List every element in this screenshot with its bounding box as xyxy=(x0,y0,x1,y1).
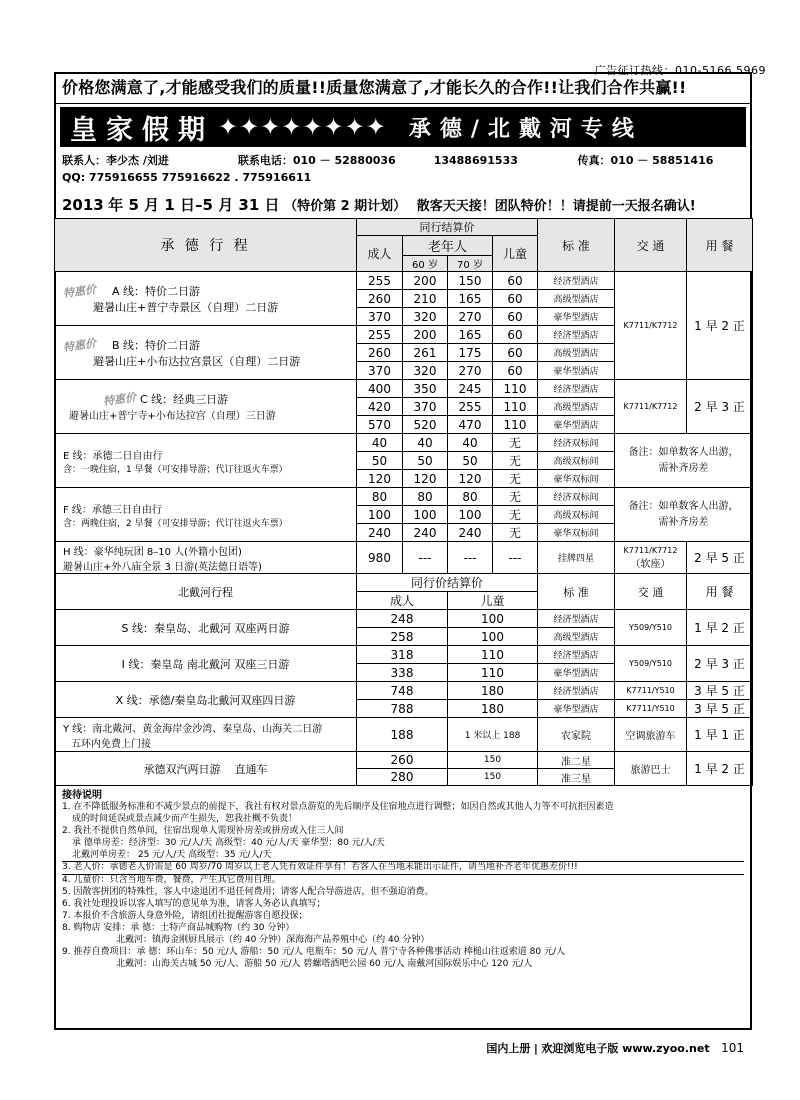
route-f-title: F 线：承德三日自由行 xyxy=(63,504,162,516)
route-c-title: C 线：经典三日游 xyxy=(140,393,229,406)
slogan: 价格您满意了,才能感受我们的质量!!质量您满意了,才能长久的合作!!让我们合作共赢!! xyxy=(56,74,750,104)
price-cell: --- xyxy=(448,542,493,574)
reception-notes xyxy=(56,786,750,971)
contact-info xyxy=(56,147,750,186)
price-cell: 110 xyxy=(448,664,538,682)
route-x: X 线：承德/秦皇岛北戴河双座四日游 xyxy=(55,682,357,718)
child-price-cell: 150 xyxy=(448,752,538,769)
remark-text: 备注：如单数客人出游， xyxy=(628,500,739,512)
price-cell: 无 xyxy=(493,506,538,524)
price-cell: 100 xyxy=(403,506,448,524)
header-child: 儿童 xyxy=(448,592,538,610)
price-cell: 260 xyxy=(357,344,403,362)
price-cell: 165 xyxy=(448,326,493,344)
price-cell: 320 xyxy=(403,362,448,380)
price-cell: 788 xyxy=(357,700,448,718)
child-price-cell: 1 米以上 188 xyxy=(448,718,538,752)
meal-cell: 1 早 2 正 xyxy=(687,610,753,646)
title-banner xyxy=(60,107,746,147)
route-s: S 线：秦皇岛、北戴河 双座两日游 xyxy=(55,610,357,646)
remark-cell xyxy=(615,488,753,542)
note-item: 2. 我社不提供自然单间，住宿出现单人需现补房差或拼房或入住三人间 xyxy=(62,825,344,836)
price-cell: 270 xyxy=(448,362,493,380)
price-cell: 255 xyxy=(357,272,403,290)
price-cell: 110 xyxy=(493,380,538,398)
route-c-desc: 避暑山庄+普宁寺+小布达拉宫（自理）三日游 xyxy=(69,411,276,422)
route-a-desc: 避暑山庄+普宁寺景区（自理）二日游 xyxy=(93,300,279,314)
price-cell: --- xyxy=(493,542,538,574)
standard-cell: 高级双标间 xyxy=(538,506,615,524)
route-y xyxy=(55,718,357,752)
remark-cell xyxy=(615,434,753,488)
footer-section: 国内上册 xyxy=(486,1042,531,1055)
traffic-cell: K7711/Y510 xyxy=(615,700,687,718)
plan-note: （特价第 2 期计划） xyxy=(284,199,407,214)
remark-text: 需补齐房差 xyxy=(658,516,709,528)
route-through-bus: 承德双汽两日游 直通车 xyxy=(55,752,357,786)
price-cell: 100 xyxy=(357,506,403,524)
price-cell: 180 xyxy=(448,700,538,718)
header-standard: 标 准 xyxy=(538,574,615,610)
meal-cell: 1 早 2 正 xyxy=(687,752,753,786)
traffic-cell: Y509/Y510 xyxy=(615,646,687,682)
note-item: 7. 本报价不含旅游人身意外险，请组团社提醒游客自愿投保； xyxy=(62,911,308,922)
standard-cell: 豪华型酒店 xyxy=(538,664,615,682)
note-item: 8. 购物店 安排：承 德：土特产商品城购物（约 30 分钟） xyxy=(62,922,295,933)
price-cell: 400 xyxy=(357,380,403,398)
route-y-desc: 五环内免费上门接 xyxy=(71,738,151,750)
contact-fax: 传真：010 － 58851416 xyxy=(577,154,714,167)
header-meal: 用 餐 xyxy=(687,574,753,610)
remark-text: 需补齐房差 xyxy=(658,462,709,474)
standard-cell: 高级型酒店 xyxy=(538,344,615,362)
header-route: 北戴河行程 xyxy=(55,574,357,610)
header-price: 同行价结算价 xyxy=(357,574,538,592)
price-cell: 无 xyxy=(493,470,538,488)
price-cell: 120 xyxy=(357,470,403,488)
route-e-desc: 含：一晚住宿，1 早餐（可安排导游；代订往返火车票） xyxy=(63,464,288,475)
price-cell: 无 xyxy=(493,452,538,470)
route-f-desc: 含：两晚住宿，2 早餐（可安排导游；代订往返火车票） xyxy=(63,518,288,529)
route-h-desc: 避暑山庄+外八庙全景 3 日游(英法德日语等) xyxy=(63,561,262,573)
note-item: 3. 老人价：承德老人价需是 60 周岁/70 周岁以上老人凭有效证件享有！若客人在当地未能出示证件，请当地补齐老年优惠差价!!! xyxy=(62,861,744,875)
standard-cell: 豪华双标间 xyxy=(538,470,615,488)
note-item: 北戴河：山海关古城 50 元/人、游船 50 元/人 碧螺塔酒吧公园 60 元/人 南戴河国际娱乐中心 120 元/人 xyxy=(116,958,533,969)
standard-cell: 豪华型酒店 xyxy=(538,700,615,718)
price-cell: 350 xyxy=(403,380,448,398)
standard-cell: 高级型酒店 xyxy=(538,398,615,416)
special-price-tag: 特惠价 xyxy=(62,282,97,300)
route-b-desc: 避暑山庄+小布达拉宫景区（自理）二日游 xyxy=(93,354,301,368)
price-cell: 110 xyxy=(493,416,538,434)
notes-title: 接待说明 xyxy=(62,790,102,801)
standard-cell: 经济双标间 xyxy=(538,434,615,452)
price-cell: 150 xyxy=(448,272,493,290)
meal-cell: 2 早 5 正 xyxy=(687,542,753,574)
note-item: 9. 推荐自费项目：承 德：环山车：50 元/人 游船：50 元/人 电瓶车：50 元/人 普宁寺各种佛事活动 棒槌山往返索道 80 元/人 xyxy=(62,946,565,957)
price-cell: 188 xyxy=(357,718,448,752)
price-cell: 40 xyxy=(357,434,403,452)
price-cell: 80 xyxy=(448,488,493,506)
price-cell: 338 xyxy=(357,664,448,682)
line-name: 承德/北戴河专线 xyxy=(408,116,643,142)
contact-people: 联系人：李少杰 /刘进 xyxy=(62,154,169,167)
price-cell: 260 xyxy=(357,290,403,308)
price-cell: 60 xyxy=(493,272,538,290)
standard-cell: 经济型酒店 xyxy=(538,646,615,664)
price-cell: 40 xyxy=(403,434,448,452)
header-price: 同行结算价 xyxy=(357,219,538,236)
price-cell: 100 xyxy=(448,628,538,646)
standard-cell: 农家院 xyxy=(538,718,615,752)
note-item: 6. 我社处理投诉以客人填写的意见单为准，请客人务必认真填写； xyxy=(62,899,326,910)
header-traffic: 交 通 xyxy=(615,574,687,610)
price-cell: 165 xyxy=(448,290,493,308)
route-e-title: E 线：承德二日自由行 xyxy=(63,450,163,462)
header-traffic: 交 通 xyxy=(615,219,687,272)
price-cell: 60 xyxy=(493,344,538,362)
meal-cell: 1 早 2 正 xyxy=(687,272,753,380)
standard-cell: 豪华型酒店 xyxy=(538,416,615,434)
remark-text: 备注：如单数客人出游， xyxy=(628,446,739,458)
route-a xyxy=(55,272,357,326)
date-range: 年 5 月 1 日–5 月 31 日 xyxy=(108,196,280,214)
price-cell: 120 xyxy=(448,470,493,488)
standard-cell: 准二星 xyxy=(538,752,615,769)
note-item: 成的时间延误或景点减少而产生损失，恕我社概不负责！ xyxy=(72,813,298,824)
price-cell: 370 xyxy=(403,398,448,416)
price-cell: 100 xyxy=(448,610,538,628)
route-c xyxy=(55,380,357,434)
price-cell: 318 xyxy=(357,646,448,664)
header-age-70: 70 岁 xyxy=(448,256,493,272)
price-cell: 120 xyxy=(403,470,448,488)
price-cell: 370 xyxy=(357,308,403,326)
contact-phone: 联系电话：010 － 52880036 xyxy=(237,154,396,167)
header-route: 承 德 行 程 xyxy=(55,219,357,272)
standard-cell: 准三星 xyxy=(538,769,615,786)
standard-cell: 经济型酒店 xyxy=(538,682,615,700)
price-cell: 60 xyxy=(493,362,538,380)
header-age-60: 60 岁 xyxy=(403,256,448,272)
header-adult: 成人 xyxy=(357,592,448,610)
route-i: I 线：秦皇岛 南北戴河 双座三日游 xyxy=(55,646,357,682)
special-price-tag: 特惠价 xyxy=(102,390,137,409)
standard-cell: 高级型酒店 xyxy=(538,628,615,646)
traffic-cell xyxy=(615,542,687,574)
header-meal: 用 餐 xyxy=(687,219,753,272)
contact-mobile: 13488691533 xyxy=(433,154,518,167)
price-cell: 210 xyxy=(403,290,448,308)
price-cell: 100 xyxy=(448,506,493,524)
meal-cell: 3 早 5 正 xyxy=(687,682,753,700)
price-cell: 200 xyxy=(403,326,448,344)
standard-cell: 豪华型酒店 xyxy=(538,362,615,380)
price-cell: 200 xyxy=(403,272,448,290)
page-number: 101 xyxy=(721,1041,744,1055)
standard-cell: 高级双标间 xyxy=(538,452,615,470)
price-cell: 255 xyxy=(448,398,493,416)
header-adult: 成人 xyxy=(357,236,403,272)
price-cell: 40 xyxy=(448,434,493,452)
price-cell: 260 xyxy=(357,752,448,769)
price-cell: 175 xyxy=(448,344,493,362)
header-elder: 老年人 xyxy=(403,236,493,256)
standard-cell: 豪华型酒店 xyxy=(538,308,615,326)
price-cell: 50 xyxy=(403,452,448,470)
price-cell: 50 xyxy=(357,452,403,470)
price-cell: 320 xyxy=(403,308,448,326)
beidaihe-table xyxy=(54,573,753,786)
contact-qq: QQ: 775916655 775916622 . 775916611 xyxy=(62,171,312,184)
traffic-cell: Y509/Y510 xyxy=(615,610,687,646)
price-cell: 748 xyxy=(357,682,448,700)
price-cell: 240 xyxy=(403,524,448,542)
stars-decoration: ✦✦✦✦✦✦✦✦ xyxy=(218,113,387,141)
route-y-title: Y 线：南北戴河、黄金海岸金沙湾、秦皇岛、山海关二日游 xyxy=(63,723,323,735)
standard-cell: 经济双标间 xyxy=(538,488,615,506)
price-cell: 255 xyxy=(357,326,403,344)
note-item: 1. 在不降低服务标准和不减少景点的前提下，我社有权对景点游览的先后顺序及住宿地点进行调整；如因自然或其他人力等不可抗拒因素造 xyxy=(62,801,614,812)
traffic-text: K7711/K7712 xyxy=(623,545,678,555)
price-cell: 470 xyxy=(448,416,493,434)
price-cell: 370 xyxy=(357,362,403,380)
standard-cell: 挂牌四星 xyxy=(538,542,615,574)
traffic-cell: 空调旅游车 xyxy=(615,718,687,752)
standard-cell: 经济型酒店 xyxy=(538,272,615,290)
price-cell: 261 xyxy=(403,344,448,362)
price-cell: 258 xyxy=(357,628,448,646)
route-b-title: B 线：特价二日游 xyxy=(112,338,201,352)
price-cell: 180 xyxy=(448,682,538,700)
year: 2013 xyxy=(62,196,104,214)
price-cell: 110 xyxy=(448,646,538,664)
price-cell: 570 xyxy=(357,416,403,434)
traffic-text: （软座） xyxy=(630,558,671,570)
page-frame xyxy=(54,72,752,1030)
price-cell: 60 xyxy=(493,308,538,326)
price-cell: 270 xyxy=(448,308,493,326)
ad-hotline: 广告征订热线：010-5166 5969 xyxy=(594,64,766,77)
price-cell: --- xyxy=(403,542,448,574)
route-b xyxy=(55,326,357,380)
note-item: 北戴河：镇海金刚厨具展示（约 40 分钟）深海海产品养殖中心（约 40 分钟） xyxy=(116,934,430,945)
company-name: 皇家假期 xyxy=(70,114,214,146)
price-cell: 60 xyxy=(493,326,538,344)
price-cell: 60 xyxy=(493,290,538,308)
price-cell: 110 xyxy=(493,398,538,416)
traffic-cell: 旅游巴士 xyxy=(615,752,687,786)
note-item: 承 德单房差：经济型：30 元/人/天 高级型：40 元/人/天 豪华型：80 元/人/天 xyxy=(72,837,385,848)
route-f xyxy=(55,488,357,542)
child-price-cell: 150 xyxy=(448,769,538,786)
price-cell: 50 xyxy=(448,452,493,470)
header-child: 儿童 xyxy=(493,236,538,272)
price-cell: 无 xyxy=(493,488,538,506)
note-item: 4. 儿童价：只含当地车费，餐费，产生其它费用自理。 xyxy=(62,875,281,886)
price-cell: 248 xyxy=(357,610,448,628)
standard-cell: 经济型酒店 xyxy=(538,326,615,344)
footer-text: 欢迎浏览电子版 www.zyoo.net xyxy=(541,1042,710,1055)
standard-cell: 高级型酒店 xyxy=(538,290,615,308)
price-cell: 280 xyxy=(357,769,448,786)
price-cell: 245 xyxy=(448,380,493,398)
standard-cell: 豪华双标间 xyxy=(538,524,615,542)
route-a-title: A 线：特价二日游 xyxy=(112,284,201,298)
promo-text: 散客天天接！团队特价！！请提前一天报名确认! xyxy=(416,199,696,214)
price-cell: 80 xyxy=(357,488,403,506)
note-item: 5. 因散客拼团的特殊性，客人中途退团不退任何费用；请客人配合导游进店，但不强迫消费。 xyxy=(62,887,434,898)
price-cell: 无 xyxy=(493,434,538,452)
special-price-tag: 特惠价 xyxy=(62,336,97,354)
period-line xyxy=(56,186,750,218)
route-h xyxy=(55,542,357,574)
route-h-title: H 线：豪华纯玩团 8–10 人(外籍小包团) xyxy=(63,546,242,558)
price-cell: 240 xyxy=(448,524,493,542)
page-footer xyxy=(486,1040,744,1056)
standard-cell: 经济型酒店 xyxy=(538,610,615,628)
price-cell: 420 xyxy=(357,398,403,416)
header-standard: 标 准 xyxy=(538,219,615,272)
meal-cell: 2 早 3 正 xyxy=(687,380,753,434)
price-cell: 980 xyxy=(357,542,403,574)
traffic-cell: K7711/K7712 xyxy=(615,272,687,380)
meal-cell: 1 早 1 正 xyxy=(687,718,753,752)
chengde-table xyxy=(54,218,753,574)
price-cell: 无 xyxy=(493,524,538,542)
price-cell: 80 xyxy=(403,488,448,506)
price-cell: 240 xyxy=(357,524,403,542)
standard-cell: 经济型酒店 xyxy=(538,380,615,398)
footer-separator: | xyxy=(533,1042,538,1055)
price-cell: 520 xyxy=(403,416,448,434)
note-item: 北戴河单房差： 25 元/人/天 高级型：35 元/人/天 xyxy=(72,849,272,860)
meal-cell: 3 早 5 正 xyxy=(687,700,753,718)
meal-cell: 2 早 3 正 xyxy=(687,646,753,682)
route-e xyxy=(55,434,357,488)
traffic-cell: K7711/Y510 xyxy=(615,682,687,700)
traffic-cell: K7711/K7712 xyxy=(615,380,687,434)
